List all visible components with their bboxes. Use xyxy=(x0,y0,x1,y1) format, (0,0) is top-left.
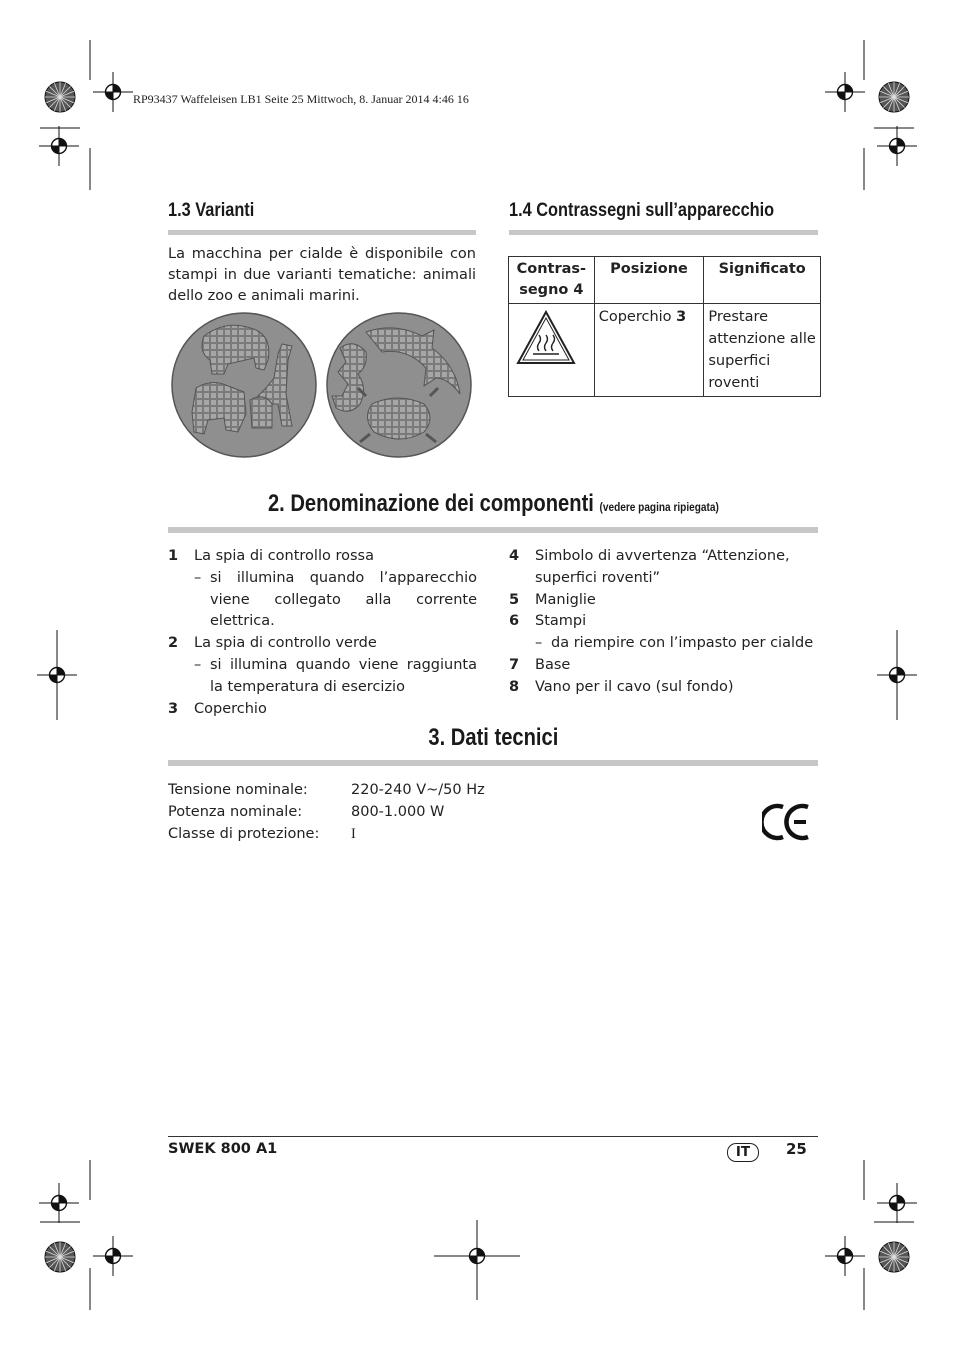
list-item: 3 Coperchio xyxy=(168,700,267,717)
list-item: 1 La spia di controllo rossa xyxy=(168,548,374,564)
list-item: 6 Stampi xyxy=(509,613,587,630)
col-header-meaning: Significato xyxy=(704,257,821,304)
footer-model: SWEK 800 A1 xyxy=(168,1141,278,1157)
col-header-position: Posizione xyxy=(594,257,704,304)
heading-dati-wrap xyxy=(168,724,818,752)
position-cell xyxy=(594,304,704,397)
heading-contrassegni: 1.4 Contrassegni sull’apparecchio xyxy=(509,200,775,221)
ce-mark-icon xyxy=(762,802,814,842)
symbols-table xyxy=(508,256,821,397)
varianti-text: La macchina per cialde è disponibile con stampi in due varianti tematiche: animali dello zoo e animali marini. xyxy=(168,246,476,304)
list-item: 5 Maniglie xyxy=(509,591,596,608)
heading-dati: 3. Dati tecnici xyxy=(428,724,558,751)
spec-row: Classe di protezione: I xyxy=(168,826,356,842)
list-item: 8 Vano per il cavo (sul fondo) xyxy=(509,678,734,695)
waffle-plates-image xyxy=(168,308,480,462)
heading-componenti-note: (vedere pagina ripiegata) xyxy=(599,500,719,514)
table-header-row xyxy=(509,257,821,304)
rule-dati xyxy=(168,760,818,766)
heading-componenti xyxy=(268,490,719,518)
footer-rule xyxy=(168,1136,818,1137)
hot-surface-warning-icon xyxy=(515,309,577,367)
print-info-line: RP93437 Waffeleisen LB1 Seite 25 Mittwoch, 8. Januar 2014 4:46 16 xyxy=(133,92,469,106)
components-list-left xyxy=(168,546,477,720)
heading-componenti-text: 2. Denominazione dei componenti xyxy=(267,490,594,517)
heading-componenti-wrap xyxy=(168,490,818,518)
language-badge: IT xyxy=(727,1143,759,1162)
list-item: 7 Base xyxy=(509,656,571,673)
spec-row: Potenza nominale: 800-1.000 W xyxy=(168,804,445,820)
list-subitem: – da riempire con l’impasto per cialde xyxy=(535,635,814,652)
components-list-right xyxy=(509,546,818,699)
list-item: 2 La spia di controllo verde xyxy=(168,635,377,652)
page-number: 25 xyxy=(786,1140,807,1158)
heading-varianti: 1.3 Varianti xyxy=(168,200,255,221)
meaning-cell: Prestare attenzione alle superfici roventi xyxy=(704,304,821,397)
rule-varianti xyxy=(168,230,476,235)
list-subitem: – si illumina quando l’apparecchio viene collegato alla corrente elettrica. xyxy=(194,569,477,630)
list-item: 4 Simbolo di avvertenza “Attenzione, superfici roventi” xyxy=(509,548,790,586)
position-label: Coperchio xyxy=(598,309,672,325)
list-subitem: – si illumina quando viene raggiunta la temperatura di esercizio xyxy=(194,656,477,695)
rule-componenti xyxy=(168,527,818,533)
table-row xyxy=(509,304,821,397)
rule-contrassegni xyxy=(509,230,818,235)
spec-row: Tensione nominale: 220-240 V~/50 Hz xyxy=(168,782,485,798)
col-header-symbol: Contras-segno 4 xyxy=(509,257,595,304)
specs-list xyxy=(168,779,588,845)
symbol-cell xyxy=(509,304,595,397)
position-number: 3 xyxy=(676,309,687,325)
